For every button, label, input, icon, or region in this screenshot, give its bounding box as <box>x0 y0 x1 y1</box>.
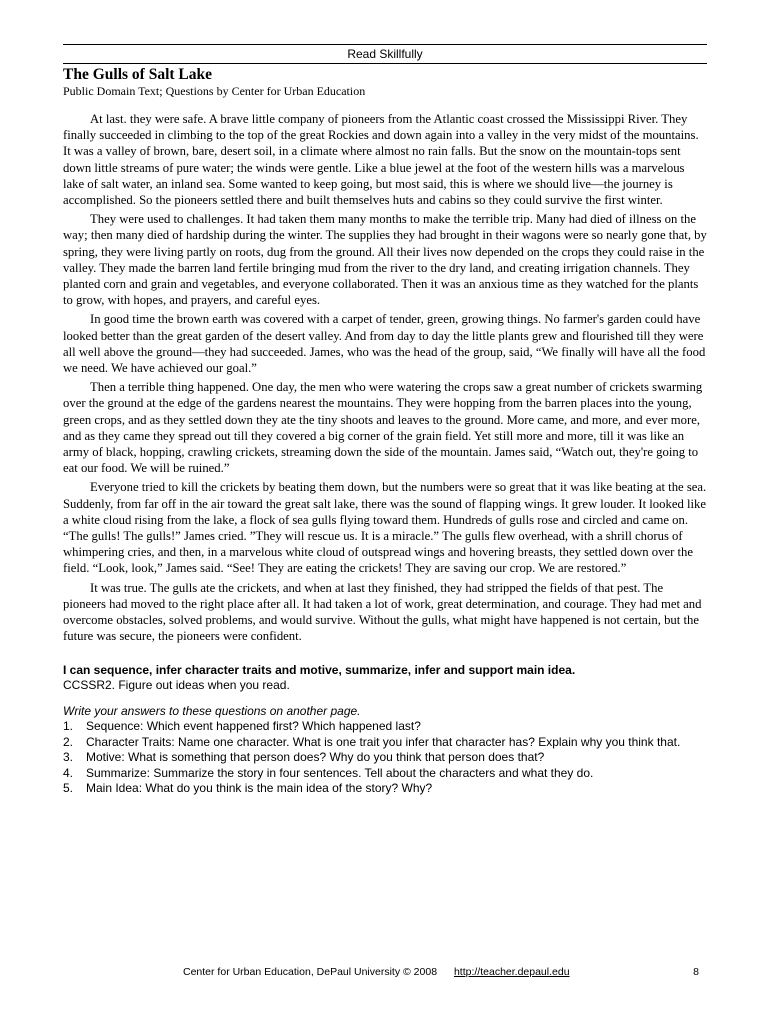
story-paragraph: Everyone tried to kill the crickets by beating them down, but the numbers were so great that it was like beating at the sea. Suddenly, from far off in the air toward the great salt lake, there was the sound of flapping wings. It grew louder. It looked like a white cloud rising from the lake, a flock of sea gulls flying toward them. Hundreds of gulls rose and circled and came on. “The gulls! The gulls!” James cried. ”They will rescue us. It is a miracle.” The gulls flew overhead, with a shrill chorus of whimpering cries, and then, in a marvelous white cloud of outspread wings and hovering breasts, they settled down over the field. “Look, look,” James said. “See! They are eating the crickets! They are saving our crop. We are restored.” <box>63 480 707 576</box>
question-number: 4. <box>63 765 74 780</box>
learning-objectives <box>63 663 707 693</box>
questions-list <box>63 719 707 797</box>
footer-credit-line <box>183 965 570 979</box>
question-text: Main Idea: What do you think is the main idea of the story? Why? <box>86 781 433 795</box>
story-paragraph: In good time the brown earth was covered with a carpet of tender, green, growing things. No farmer's garden could have looked better than the great garden of the desert valley. And from day to day the little plants grew and flourished till they were all well above the ground—they had succeeded. James, who was the head of the group, said, “We finally will have all the food we need. We have achieved our goal.” <box>63 312 706 376</box>
question-item <box>63 735 707 751</box>
story-title: The Gulls of Salt Lake <box>63 66 212 83</box>
story-paragraph: At last. they were safe. A brave little company of pioneers from the Atlantic coast crossed the Mississippi River. They finally succeeded in climbing to the top of the great Rockies and down again into a valley in the very midst of the mountains. It was a valley of brown, bare, desert soil, in a climate where almost no rain falls. But the snow on the mountain-tops sent down little streams of pure water; the winds were gentle. Like a blue jewel at the foot of the western hills was a marvelous lake of salt water, an inland sea. Some wanted to keep going, but most said, this is where we should live—the journey is accomplished. So the pioneers settled there and built themselves huts and cabins so they could survive the first winter. <box>63 112 699 208</box>
section-header: Read Skillfully <box>347 47 423 61</box>
footer-link[interactable]: http://teacher.depaul.edu <box>453 966 570 978</box>
story-paragraph: Then a terrible thing happened. One day, the men who were watering the crops saw a great number of crickets swarming over the ground at the edge of the gardens nearest the mountains. They were hopping from the barren places into the young, green crops, and as they settled down they ate the tiny shoots and leaves to the ground. More came, and more, and ever more, and as they came they spread out till they covered a big corner of the grain field. Yet still more and more, till it was like an army of black, hopping, crawling crickets, streaming down the side of the mountain. James said, “Watch out, they're going to eat our food. We will be ruined.” <box>63 380 703 476</box>
question-text: Sequence: Which event happened first? Which happened last? <box>86 719 421 733</box>
question-item <box>63 781 707 797</box>
question-number: 2. <box>63 734 74 749</box>
question-text: Summarize: Summarize the story in four sentences. Tell about the characters and what they do. <box>86 765 594 780</box>
story-paragraph: It was true. The gulls ate the crickets, and when at last they finished, they had stripped the fields of that pest. The pioneers had moved to the right place after all. It had taken a lot of work, great determination, and courage. They had met and overcome obstacles, solved problems, and would survive. Without the gulls, what might have happened is not certain, but the future was secure, the pioneers were confident. <box>63 580 702 644</box>
question-number: 3. <box>63 750 74 764</box>
questions-intro: Write your answers to these questions on another page. <box>63 703 361 718</box>
question-item <box>63 766 707 782</box>
story-paragraph: They were used to challenges. It had taken them many months to make the terrible trip. Many had died of illness on the way; then many died of hardship during the winter. The supplies they had brought in their wagons were so nearly gone that, by spring, they were living partly on roots, dug from the ground. All their lives now depended on the crops they could raise in the valley. They made the barren land fertile bringing mud from the river to the dry land, and creating irrigation channels. They planted corn and grain and vegetables, and everyone collaborated. Then it was an anxious time as they watched for the plants to grow, with hopes, and prayers, and careful eyes. <box>63 212 707 308</box>
footer-credit: Center for Urban Education, DePaul University © 2008 <box>183 966 438 978</box>
story-body <box>63 111 707 645</box>
document-page <box>63 44 707 797</box>
question-item <box>63 719 707 735</box>
header-bottom-rule <box>63 63 707 64</box>
questions-section <box>63 704 707 797</box>
question-number: 5. <box>63 781 74 795</box>
skills-statement: I can sequence, infer character traits and motive, summarize, infer and support main idea. <box>63 662 576 677</box>
question-number: 1. <box>63 719 74 733</box>
story-subtitle: Public Domain Text; Questions by Center for Urban Education <box>63 84 366 98</box>
standard-statement: CCSSR2. Figure out ideas when you read. <box>63 677 290 692</box>
page-number: 8 <box>693 966 699 978</box>
question-item <box>63 750 707 766</box>
question-text: Character Traits: Name one character. What is one trait you infer that character has? Explain why you think that. <box>86 734 681 749</box>
question-text: Motive: What is something that person does? Why do you think that person does that? <box>86 750 545 764</box>
